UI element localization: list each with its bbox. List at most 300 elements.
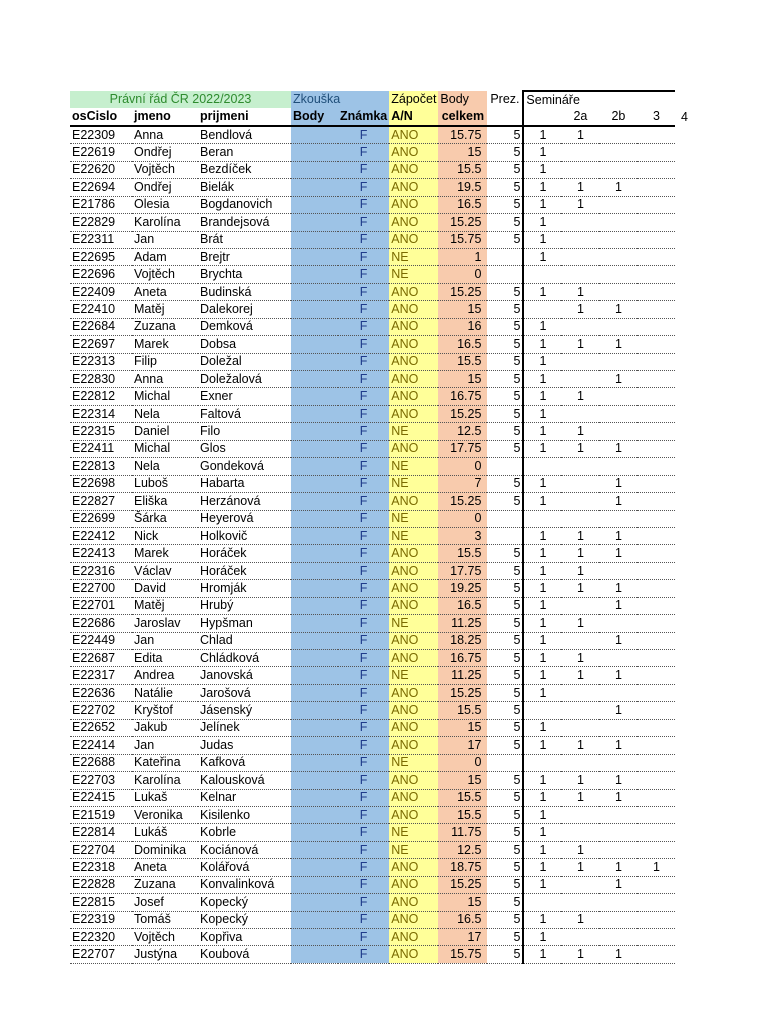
cell-znamka[interactable]: F bbox=[338, 894, 389, 911]
cell-sem-2b[interactable] bbox=[561, 754, 599, 771]
cell-prez[interactable]: 5 bbox=[487, 632, 523, 649]
cell-oscislo[interactable]: E22704 bbox=[70, 841, 132, 858]
cell-body[interactable] bbox=[291, 423, 338, 440]
cell-jmeno[interactable]: Anna bbox=[132, 126, 198, 144]
cell-jmeno[interactable]: Andrea bbox=[132, 667, 198, 684]
cell-jmeno[interactable]: Anna bbox=[132, 371, 198, 388]
table-row[interactable] bbox=[70, 545, 675, 562]
cell-oscislo[interactable]: E22684 bbox=[70, 318, 132, 335]
cell-sem-3[interactable]: 1 bbox=[599, 440, 637, 457]
cell-an[interactable]: NE bbox=[389, 824, 438, 841]
cell-body[interactable] bbox=[291, 580, 338, 597]
cell-jmeno[interactable]: Marek bbox=[132, 545, 198, 562]
cell-body[interactable] bbox=[291, 231, 338, 248]
cell-an[interactable]: ANO bbox=[389, 929, 438, 946]
cell-jmeno[interactable]: Jan bbox=[132, 231, 198, 248]
cell-sem-2b[interactable] bbox=[561, 929, 599, 946]
cell-prijmeni[interactable]: Jarošová bbox=[198, 684, 291, 701]
table-row[interactable] bbox=[70, 161, 675, 178]
cell-znamka[interactable]: F bbox=[338, 214, 389, 231]
cell-sem-2b[interactable] bbox=[561, 161, 599, 178]
cell-sem-3[interactable]: 1 bbox=[599, 632, 637, 649]
cell-oscislo[interactable]: E22309 bbox=[70, 126, 132, 144]
cell-an[interactable]: ANO bbox=[389, 231, 438, 248]
cell-sem-2a[interactable]: 1 bbox=[523, 353, 561, 370]
cell-sem-4[interactable] bbox=[637, 440, 675, 457]
cell-prez[interactable]: 5 bbox=[487, 371, 523, 388]
cell-body[interactable] bbox=[291, 388, 338, 405]
cell-sem-4[interactable] bbox=[637, 615, 675, 632]
cell-jmeno[interactable]: Luboš bbox=[132, 475, 198, 492]
cell-sem-2a[interactable]: 1 bbox=[523, 580, 561, 597]
cell-sem-2a[interactable]: 1 bbox=[523, 527, 561, 544]
cell-znamka[interactable]: F bbox=[338, 545, 389, 562]
cell-celkem[interactable]: 19.25 bbox=[438, 580, 487, 597]
cell-jmeno[interactable]: Edita bbox=[132, 650, 198, 667]
cell-sem-3[interactable] bbox=[599, 231, 637, 248]
table-row[interactable] bbox=[70, 196, 675, 213]
cell-celkem[interactable]: 11.25 bbox=[438, 615, 487, 632]
cell-an[interactable]: ANO bbox=[389, 580, 438, 597]
col-header-celkem[interactable]: celkem bbox=[438, 108, 487, 125]
cell-znamka[interactable]: F bbox=[338, 388, 389, 405]
cell-znamka[interactable]: F bbox=[338, 248, 389, 265]
cell-an[interactable]: ANO bbox=[389, 318, 438, 335]
cell-sem-2b[interactable]: 1 bbox=[561, 562, 599, 579]
cell-celkem[interactable]: 15.5 bbox=[438, 161, 487, 178]
cell-prijmeni[interactable]: Hromják bbox=[198, 580, 291, 597]
cell-oscislo[interactable]: E22409 bbox=[70, 283, 132, 300]
table-row[interactable] bbox=[70, 684, 675, 701]
cell-sem-4[interactable] bbox=[637, 650, 675, 667]
cell-sem-2a[interactable]: 1 bbox=[523, 562, 561, 579]
cell-body[interactable] bbox=[291, 318, 338, 335]
cell-an[interactable]: ANO bbox=[389, 894, 438, 911]
cell-body[interactable] bbox=[291, 214, 338, 231]
cell-sem-2a[interactable]: 1 bbox=[523, 876, 561, 893]
table-row[interactable] bbox=[70, 632, 675, 649]
cell-sem-2b[interactable]: 1 bbox=[561, 336, 599, 353]
cell-prijmeni[interactable]: Horáček bbox=[198, 562, 291, 579]
cell-sem-2a[interactable] bbox=[523, 894, 561, 911]
cell-oscislo[interactable]: E22316 bbox=[70, 562, 132, 579]
cell-prez[interactable]: 5 bbox=[487, 894, 523, 911]
col-header-sem-1[interactable] bbox=[523, 108, 561, 125]
cell-sem-4[interactable] bbox=[637, 161, 675, 178]
cell-sem-2a[interactable]: 1 bbox=[523, 911, 561, 928]
cell-sem-2a[interactable]: 1 bbox=[523, 615, 561, 632]
cell-prez[interactable] bbox=[487, 248, 523, 265]
cell-celkem[interactable]: 16 bbox=[438, 318, 487, 335]
cell-jmeno[interactable]: Vojtěch bbox=[132, 161, 198, 178]
cell-prez[interactable] bbox=[487, 754, 523, 771]
cell-jmeno[interactable]: Vojtěch bbox=[132, 929, 198, 946]
cell-jmeno[interactable]: Ondřej bbox=[132, 144, 198, 161]
cell-prijmeni[interactable]: Hrubý bbox=[198, 597, 291, 614]
cell-znamka[interactable]: F bbox=[338, 911, 389, 928]
cell-znamka[interactable]: F bbox=[338, 946, 389, 963]
cell-prez[interactable]: 5 bbox=[487, 702, 523, 719]
table-row[interactable] bbox=[70, 859, 675, 876]
cell-znamka[interactable]: F bbox=[338, 423, 389, 440]
cell-sem-4[interactable] bbox=[637, 266, 675, 283]
cell-jmeno[interactable]: Zuzana bbox=[132, 876, 198, 893]
cell-znamka[interactable]: F bbox=[338, 179, 389, 196]
cell-an[interactable]: ANO bbox=[389, 144, 438, 161]
cell-prez[interactable]: 5 bbox=[487, 214, 523, 231]
cell-an[interactable]: ANO bbox=[389, 179, 438, 196]
cell-sem-3[interactable]: 1 bbox=[599, 876, 637, 893]
cell-sem-2b[interactable]: 1 bbox=[561, 615, 599, 632]
cell-sem-3[interactable] bbox=[599, 161, 637, 178]
cell-jmeno[interactable]: Jan bbox=[132, 737, 198, 754]
cell-sem-2b[interactable] bbox=[561, 597, 599, 614]
cell-prez[interactable]: 5 bbox=[487, 161, 523, 178]
cell-body[interactable] bbox=[291, 946, 338, 963]
cell-oscislo[interactable]: E22814 bbox=[70, 824, 132, 841]
cell-sem-2b[interactable]: 1 bbox=[561, 545, 599, 562]
cell-prijmeni[interactable]: Bendlová bbox=[198, 126, 291, 144]
cell-prijmeni[interactable]: Exner bbox=[198, 388, 291, 405]
cell-oscislo[interactable]: E22699 bbox=[70, 510, 132, 527]
cell-celkem[interactable]: 15 bbox=[438, 371, 487, 388]
cell-sem-2a[interactable]: 1 bbox=[523, 283, 561, 300]
cell-prijmeni[interactable]: Kopřiva bbox=[198, 929, 291, 946]
cell-sem-2b[interactable]: 1 bbox=[561, 946, 599, 963]
cell-an[interactable]: ANO bbox=[389, 789, 438, 806]
cell-prez[interactable]: 5 bbox=[487, 545, 523, 562]
cell-prez[interactable]: 5 bbox=[487, 475, 523, 492]
cell-prez[interactable] bbox=[487, 527, 523, 544]
cell-sem-2a[interactable]: 1 bbox=[523, 161, 561, 178]
cell-sem-4[interactable] bbox=[637, 318, 675, 335]
cell-body[interactable] bbox=[291, 824, 338, 841]
cell-body[interactable] bbox=[291, 248, 338, 265]
cell-prijmeni[interactable]: Habarta bbox=[198, 475, 291, 492]
cell-jmeno[interactable]: Matěj bbox=[132, 597, 198, 614]
cell-prez[interactable]: 5 bbox=[487, 859, 523, 876]
cell-znamka[interactable]: F bbox=[338, 301, 389, 318]
cell-jmeno[interactable]: Josef bbox=[132, 894, 198, 911]
cell-prijmeni[interactable]: Heyerová bbox=[198, 510, 291, 527]
col-header-sem-2a[interactable]: 2a bbox=[561, 108, 599, 125]
cell-sem-2b[interactable]: 1 bbox=[561, 301, 599, 318]
cell-prijmeni[interactable]: Judas bbox=[198, 737, 291, 754]
cell-sem-2b[interactable]: 1 bbox=[561, 789, 599, 806]
cell-prijmeni[interactable]: Brandejsová bbox=[198, 214, 291, 231]
table-row[interactable] bbox=[70, 806, 675, 823]
table-row[interactable] bbox=[70, 475, 675, 492]
cell-znamka[interactable]: F bbox=[338, 353, 389, 370]
cell-celkem[interactable]: 15 bbox=[438, 719, 487, 736]
cell-oscislo[interactable]: E22696 bbox=[70, 266, 132, 283]
cell-body[interactable] bbox=[291, 911, 338, 928]
cell-celkem[interactable]: 17.75 bbox=[438, 440, 487, 457]
cell-jmeno[interactable]: Jan bbox=[132, 632, 198, 649]
cell-celkem[interactable]: 15.5 bbox=[438, 806, 487, 823]
cell-prez[interactable]: 5 bbox=[487, 179, 523, 196]
cell-celkem[interactable]: 15.75 bbox=[438, 231, 487, 248]
cell-sem-3[interactable] bbox=[599, 615, 637, 632]
cell-prijmeni[interactable]: Brychta bbox=[198, 266, 291, 283]
cell-prijmeni[interactable]: Kafková bbox=[198, 754, 291, 771]
table-row[interactable] bbox=[70, 405, 675, 422]
col-header-sem-3[interactable]: 3 bbox=[637, 108, 675, 125]
cell-sem-2a[interactable]: 1 bbox=[523, 824, 561, 841]
cell-sem-3[interactable] bbox=[599, 318, 637, 335]
cell-sem-3[interactable] bbox=[599, 894, 637, 911]
cell-oscislo[interactable]: E22812 bbox=[70, 388, 132, 405]
cell-sem-2a[interactable]: 1 bbox=[523, 493, 561, 510]
cell-oscislo[interactable]: E22827 bbox=[70, 493, 132, 510]
cell-sem-2a[interactable]: 1 bbox=[523, 597, 561, 614]
cell-sem-2b[interactable]: 1 bbox=[561, 423, 599, 440]
cell-prijmeni[interactable]: Bogdanovich bbox=[198, 196, 291, 213]
cell-body[interactable] bbox=[291, 719, 338, 736]
cell-sem-2a[interactable]: 1 bbox=[523, 632, 561, 649]
cell-sem-2b[interactable] bbox=[561, 266, 599, 283]
cell-sem-4[interactable] bbox=[637, 754, 675, 771]
cell-sem-2b[interactable]: 1 bbox=[561, 737, 599, 754]
cell-sem-3[interactable]: 1 bbox=[599, 336, 637, 353]
cell-an[interactable]: ANO bbox=[389, 632, 438, 649]
cell-celkem[interactable]: 17 bbox=[438, 929, 487, 946]
cell-sem-4[interactable] bbox=[637, 510, 675, 527]
cell-an[interactable]: ANO bbox=[389, 388, 438, 405]
cell-znamka[interactable]: F bbox=[338, 789, 389, 806]
cell-prez[interactable]: 5 bbox=[487, 824, 523, 841]
cell-body[interactable] bbox=[291, 650, 338, 667]
cell-sem-2b[interactable]: 1 bbox=[561, 283, 599, 300]
col-header-prijmeni[interactable]: prijmeni bbox=[198, 108, 291, 125]
cell-oscislo[interactable]: E22828 bbox=[70, 876, 132, 893]
cell-prez[interactable]: 5 bbox=[487, 301, 523, 318]
cell-an[interactable]: ANO bbox=[389, 283, 438, 300]
cell-sem-4[interactable] bbox=[637, 911, 675, 928]
cell-sem-2b[interactable] bbox=[561, 318, 599, 335]
cell-celkem[interactable]: 15.25 bbox=[438, 684, 487, 701]
cell-sem-2b[interactable] bbox=[561, 353, 599, 370]
cell-an[interactable]: ANO bbox=[389, 353, 438, 370]
cell-celkem[interactable]: 0 bbox=[438, 754, 487, 771]
cell-oscislo[interactable]: E22411 bbox=[70, 440, 132, 457]
cell-znamka[interactable]: F bbox=[338, 440, 389, 457]
cell-sem-4[interactable] bbox=[637, 336, 675, 353]
cell-oscislo[interactable]: E22694 bbox=[70, 179, 132, 196]
cell-sem-3[interactable]: 1 bbox=[599, 737, 637, 754]
cell-celkem[interactable]: 16.5 bbox=[438, 597, 487, 614]
cell-sem-3[interactable] bbox=[599, 562, 637, 579]
cell-celkem[interactable]: 1 bbox=[438, 248, 487, 265]
table-row[interactable] bbox=[70, 440, 675, 457]
cell-an[interactable]: ANO bbox=[389, 196, 438, 213]
cell-oscislo[interactable]: E22314 bbox=[70, 405, 132, 422]
cell-sem-4[interactable] bbox=[637, 214, 675, 231]
cell-prez[interactable]: 5 bbox=[487, 283, 523, 300]
cell-sem-2b[interactable]: 1 bbox=[561, 388, 599, 405]
cell-sem-2b[interactable]: 1 bbox=[561, 841, 599, 858]
cell-sem-2a[interactable]: 1 bbox=[523, 859, 561, 876]
cell-sem-3[interactable] bbox=[599, 824, 637, 841]
cell-body[interactable] bbox=[291, 510, 338, 527]
cell-sem-4[interactable] bbox=[637, 667, 675, 684]
table-row[interactable] bbox=[70, 911, 675, 928]
cell-an[interactable]: NE bbox=[389, 615, 438, 632]
cell-oscislo[interactable]: E22619 bbox=[70, 144, 132, 161]
table-row[interactable] bbox=[70, 266, 675, 283]
col-header-znamka[interactable]: Známka bbox=[338, 108, 389, 125]
cell-body[interactable] bbox=[291, 301, 338, 318]
cell-body[interactable] bbox=[291, 161, 338, 178]
cell-znamka[interactable]: F bbox=[338, 580, 389, 597]
cell-celkem[interactable]: 15.25 bbox=[438, 405, 487, 422]
cell-sem-3[interactable]: 1 bbox=[599, 789, 637, 806]
table-row[interactable] bbox=[70, 231, 675, 248]
cell-an[interactable]: NE bbox=[389, 266, 438, 283]
cell-sem-4[interactable] bbox=[637, 562, 675, 579]
cell-prijmeni[interactable]: Demková bbox=[198, 318, 291, 335]
cell-sem-3[interactable]: 1 bbox=[599, 946, 637, 963]
cell-sem-4[interactable] bbox=[637, 126, 675, 144]
table-row[interactable] bbox=[70, 562, 675, 579]
cell-sem-2b[interactable] bbox=[561, 371, 599, 388]
cell-oscislo[interactable]: E22413 bbox=[70, 545, 132, 562]
cell-jmeno[interactable]: Veronika bbox=[132, 806, 198, 823]
cell-an[interactable]: ANO bbox=[389, 562, 438, 579]
cell-oscislo[interactable]: E22707 bbox=[70, 946, 132, 963]
cell-prez[interactable] bbox=[487, 458, 523, 475]
cell-sem-2a[interactable]: 1 bbox=[523, 126, 561, 144]
cell-sem-2a[interactable]: 1 bbox=[523, 144, 561, 161]
table-row[interactable] bbox=[70, 876, 675, 893]
cell-oscislo[interactable]: E22703 bbox=[70, 772, 132, 789]
cell-prijmeni[interactable]: Bezdíček bbox=[198, 161, 291, 178]
cell-body[interactable] bbox=[291, 894, 338, 911]
cell-sem-2a[interactable]: 1 bbox=[523, 371, 561, 388]
cell-body[interactable] bbox=[291, 684, 338, 701]
cell-sem-2b[interactable] bbox=[561, 632, 599, 649]
table-row[interactable] bbox=[70, 144, 675, 161]
cell-sem-2a[interactable]: 1 bbox=[523, 929, 561, 946]
cell-sem-2a[interactable]: 1 bbox=[523, 405, 561, 422]
cell-sem-2a[interactable]: 1 bbox=[523, 231, 561, 248]
cell-sem-2b[interactable] bbox=[561, 475, 599, 492]
cell-prez[interactable]: 5 bbox=[487, 684, 523, 701]
cell-sem-4[interactable] bbox=[637, 353, 675, 370]
cell-celkem[interactable]: 15.25 bbox=[438, 493, 487, 510]
cell-body[interactable] bbox=[291, 475, 338, 492]
cell-prez[interactable]: 5 bbox=[487, 772, 523, 789]
cell-sem-3[interactable]: 1 bbox=[599, 667, 637, 684]
cell-celkem[interactable]: 7 bbox=[438, 475, 487, 492]
cell-znamka[interactable]: F bbox=[338, 597, 389, 614]
cell-oscislo[interactable]: E22313 bbox=[70, 353, 132, 370]
cell-sem-3[interactable] bbox=[599, 214, 637, 231]
cell-sem-3[interactable]: 1 bbox=[599, 493, 637, 510]
cell-celkem[interactable]: 0 bbox=[438, 510, 487, 527]
cell-prijmeni[interactable]: Doležal bbox=[198, 353, 291, 370]
cell-an[interactable]: NE bbox=[389, 458, 438, 475]
table-row[interactable] bbox=[70, 388, 675, 405]
cell-prez[interactable]: 5 bbox=[487, 405, 523, 422]
cell-jmeno[interactable]: Zuzana bbox=[132, 318, 198, 335]
cell-prez[interactable]: 5 bbox=[487, 806, 523, 823]
cell-celkem[interactable]: 18.75 bbox=[438, 859, 487, 876]
cell-oscislo[interactable]: E22620 bbox=[70, 161, 132, 178]
cell-prez[interactable]: 5 bbox=[487, 126, 523, 144]
cell-oscislo[interactable]: E22318 bbox=[70, 859, 132, 876]
cell-sem-2b[interactable]: 1 bbox=[561, 179, 599, 196]
cell-celkem[interactable]: 15.75 bbox=[438, 946, 487, 963]
table-row[interactable] bbox=[70, 510, 675, 527]
cell-prijmeni[interactable]: Bielák bbox=[198, 179, 291, 196]
cell-jmeno[interactable]: Filip bbox=[132, 353, 198, 370]
cell-znamka[interactable]: F bbox=[338, 283, 389, 300]
cell-sem-4[interactable] bbox=[637, 283, 675, 300]
cell-celkem[interactable]: 15.5 bbox=[438, 545, 487, 562]
cell-body[interactable] bbox=[291, 527, 338, 544]
cell-prijmeni[interactable]: Hypšman bbox=[198, 615, 291, 632]
cell-sem-3[interactable] bbox=[599, 388, 637, 405]
cell-body[interactable] bbox=[291, 615, 338, 632]
cell-znamka[interactable]: F bbox=[338, 318, 389, 335]
table-row[interactable] bbox=[70, 754, 675, 771]
cell-jmeno[interactable]: Vojtěch bbox=[132, 266, 198, 283]
cell-znamka[interactable]: F bbox=[338, 527, 389, 544]
cell-body[interactable] bbox=[291, 841, 338, 858]
cell-an[interactable]: ANO bbox=[389, 684, 438, 701]
cell-sem-2b[interactable] bbox=[561, 214, 599, 231]
table-row[interactable] bbox=[70, 301, 675, 318]
cell-sem-2a[interactable]: 1 bbox=[523, 423, 561, 440]
cell-prijmeni[interactable]: Kolářová bbox=[198, 859, 291, 876]
cell-sem-2b[interactable]: 1 bbox=[561, 126, 599, 144]
cell-body[interactable] bbox=[291, 126, 338, 144]
cell-body[interactable] bbox=[291, 336, 338, 353]
cell-sem-4[interactable] bbox=[637, 946, 675, 963]
cell-oscislo[interactable]: E22319 bbox=[70, 911, 132, 928]
cell-body[interactable] bbox=[291, 545, 338, 562]
cell-jmeno[interactable]: Tomáš bbox=[132, 911, 198, 928]
cell-znamka[interactable]: F bbox=[338, 144, 389, 161]
cell-jmeno[interactable]: Karolína bbox=[132, 214, 198, 231]
cell-celkem[interactable]: 15.25 bbox=[438, 283, 487, 300]
cell-sem-2b[interactable] bbox=[561, 144, 599, 161]
cell-oscislo[interactable]: E21519 bbox=[70, 806, 132, 823]
cell-sem-2b[interactable] bbox=[561, 702, 599, 719]
cell-sem-4[interactable] bbox=[637, 684, 675, 701]
table-row[interactable] bbox=[70, 527, 675, 544]
cell-jmeno[interactable]: Jakub bbox=[132, 719, 198, 736]
cell-sem-4[interactable] bbox=[637, 824, 675, 841]
cell-prijmeni[interactable]: Kobrle bbox=[198, 824, 291, 841]
cell-prez[interactable]: 5 bbox=[487, 440, 523, 457]
cell-prijmeni[interactable]: Filo bbox=[198, 423, 291, 440]
cell-sem-2a[interactable]: 1 bbox=[523, 318, 561, 335]
cell-sem-2b[interactable] bbox=[561, 824, 599, 841]
cell-celkem[interactable]: 3 bbox=[438, 527, 487, 544]
cell-body[interactable] bbox=[291, 371, 338, 388]
table-row[interactable] bbox=[70, 283, 675, 300]
table-row[interactable] bbox=[70, 214, 675, 231]
cell-sem-3[interactable] bbox=[599, 248, 637, 265]
cell-oscislo[interactable]: E22410 bbox=[70, 301, 132, 318]
cell-prez[interactable]: 5 bbox=[487, 719, 523, 736]
cell-celkem[interactable]: 15 bbox=[438, 301, 487, 318]
cell-sem-2b[interactable]: 1 bbox=[561, 196, 599, 213]
cell-celkem[interactable]: 15.25 bbox=[438, 214, 487, 231]
cell-oscislo[interactable]: E22414 bbox=[70, 737, 132, 754]
